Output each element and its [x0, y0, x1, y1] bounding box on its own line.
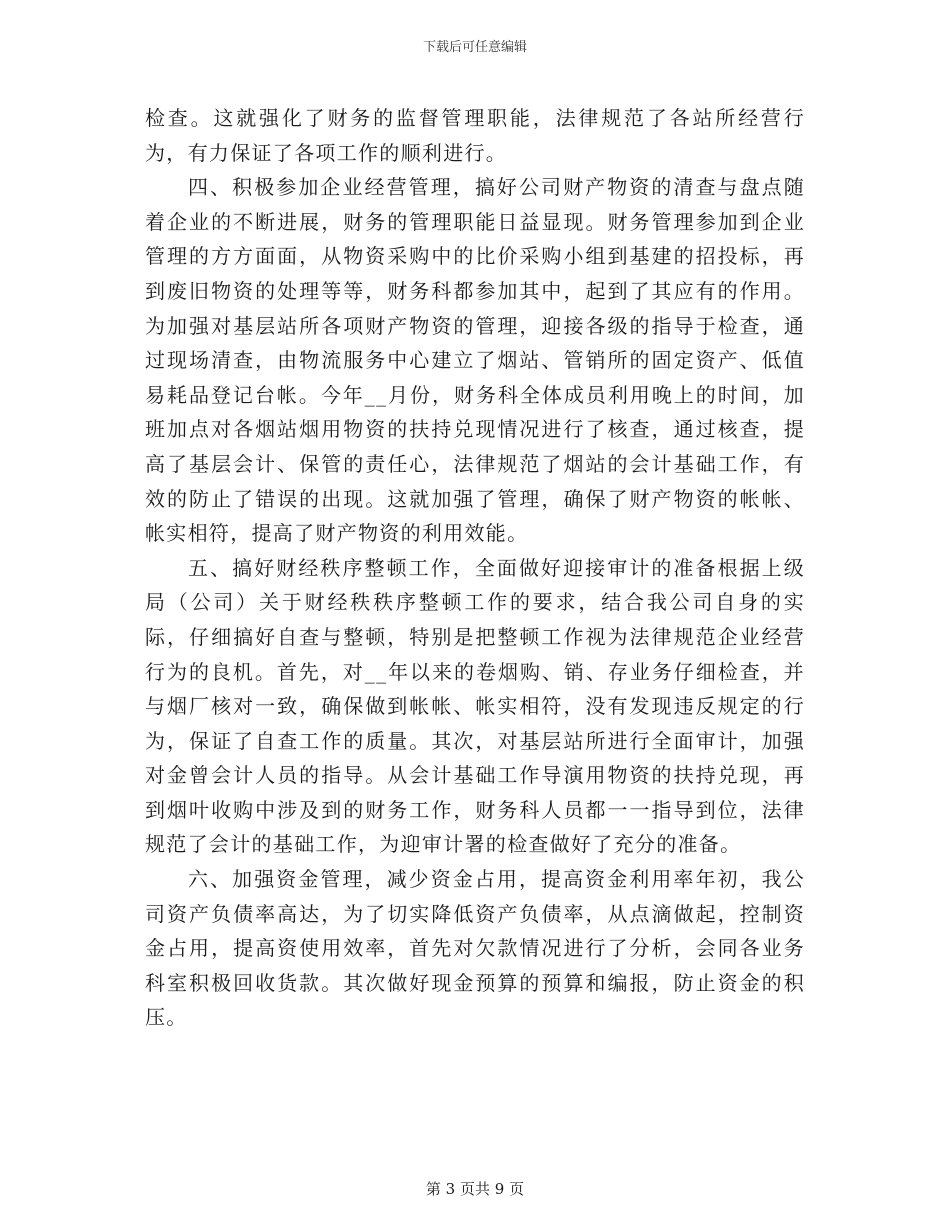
paragraph-continuation: 检查。这就强化了财务的监督管理职能，法律规范了各站所经营行为，有力保证了各项工作的顺利进行。 [145, 106, 805, 165]
paragraph-section-six: 六、加强资金管理，减少资金占用，提高资金利用率年初，我公司资产负债率高达，为了切实降低资产负债率，从点滴做起，控制资金占用，提高资使用效率，首先对欠款情况进行了分析，会同各业务科室积极回收货款。其次做好现金预算的预算和编报，防止资金的积压。 [145, 867, 805, 1030]
page-header: 下载后可任意编辑 [422, 40, 527, 55]
paragraph-section-five: 五、搞好财经秩序整顿工作，全面做好迎接审计的准备根据上级局（公司）关于财经秩秩序整顿工作的要求，结合我公司自身的实际，仔细搞好自查与整顿，特别是把整顿工作视为法律规范企业经营行为的良机。首先，对__年以来的卷烟购、销、存业务仔细检查，并与烟厂核对一致，确保做到帐帐、帐实相符，没有发现违反规定的行为，保证了自查工作的质量。其次，对基层站所进行全面审计，加强对金曾会计人员的指导。从会计基础工作导演用物资的扶持兑现，再到烟叶收购中涉及到的财务工作，财务科人员都一一指导到位，法律规范了会计的基础工作，为迎审计署的检查做好了充分的准备。 [145, 555, 805, 857]
page-number-footer: 第 3 页共 9 页 [425, 1180, 525, 1198]
paragraph-section-four: 四、积极参加企业经营管理，搞好公司财产物资的清查与盘点随着企业的不断进展，财务的管理职能日益显现。财务管理参加到企业管理的方方面面，从物资采购中的比价采购小组到基建的招投标，再到废旧物资的处理等等，财务科都参加其中，起到了其应有的作用。为加强对基层站所各项财产物资的管理，迎接各级的指导于检查，通过现场清查，由物流服务中心建立了烟站、管销所的固定资产、低值易耗品登记台帐。今年__月份，财务科全体成员利用晚上的时间，加班加点对各烟站烟用物资的扶持兑现情况进行了核查，通过核查，提高了基层会计、保管的责任心，法律规范了烟站的会计基础工作，有效的防止了错误的出现。这就加强了管理，确保了财产物资的帐帐、帐实相符，提高了财产物资的利用效能。 [145, 175, 805, 546]
document-body [145, 101, 805, 1035]
